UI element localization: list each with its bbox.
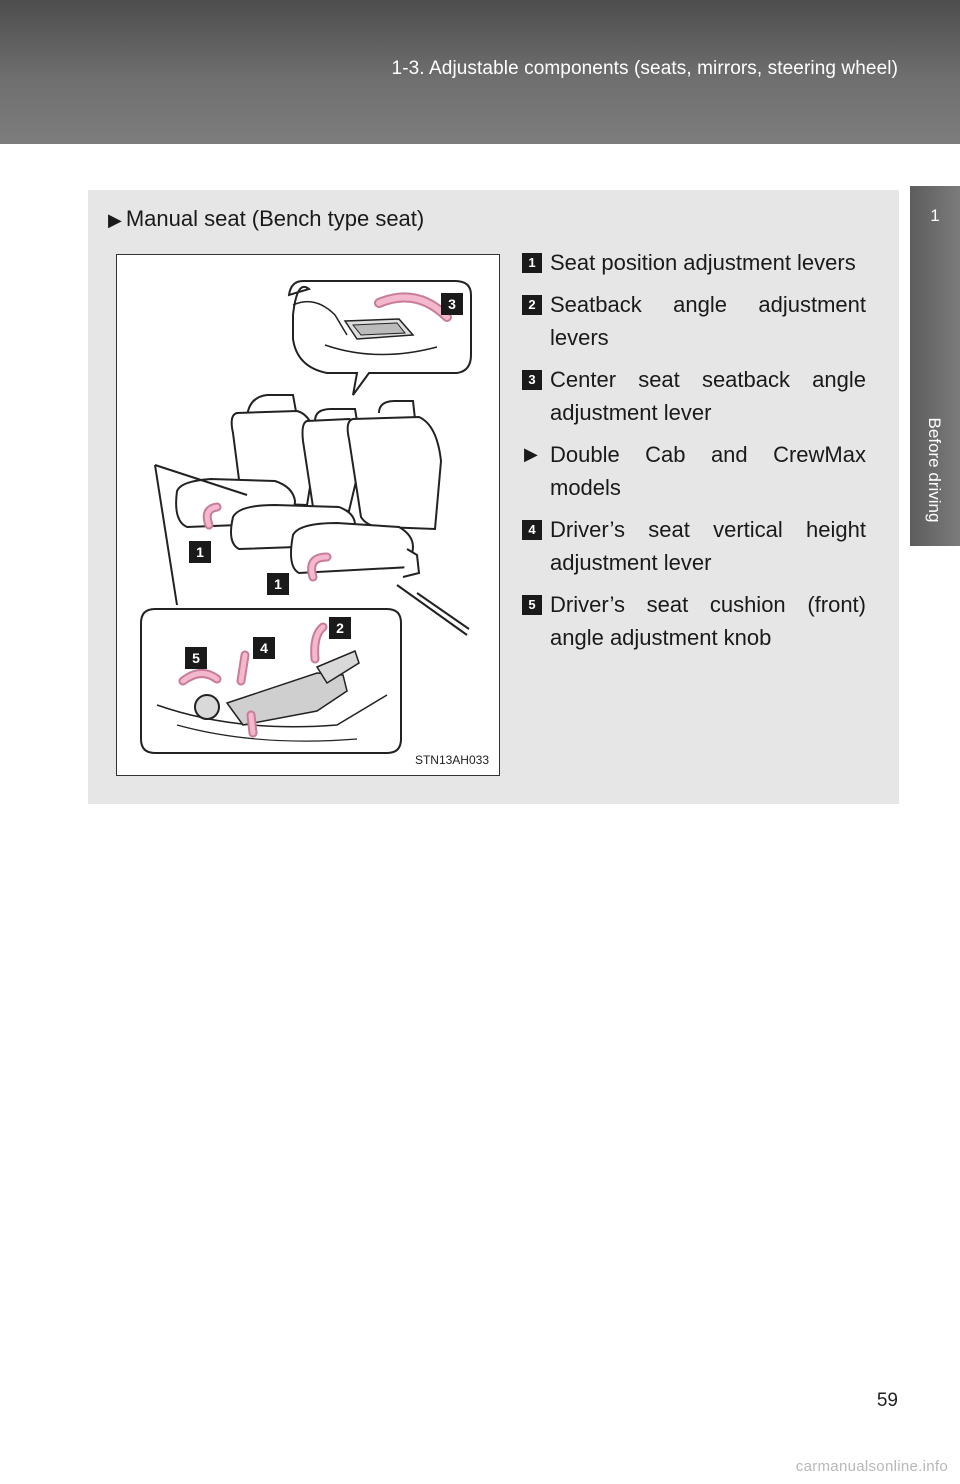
legend-list — [522, 246, 866, 663]
list-item: 4 Driver’s seat vertical height adjustment lever — [522, 513, 866, 579]
list-item: 3 Center seat seatback angle adjustment lever — [522, 363, 866, 429]
callout-badge-1b: 1 — [267, 573, 289, 595]
section-title: Manual seat (Bench type seat) — [125, 206, 425, 231]
number-badge: 3 — [522, 370, 542, 390]
list-item: 1 Seat position adjustment levers — [522, 246, 866, 279]
chapter-number: 1 — [930, 206, 940, 225]
seat-illustration — [116, 254, 500, 776]
section-heading — [108, 206, 424, 232]
header-title: 1-3. Adjustable components (seats, mirrors, steering wheel) — [391, 58, 898, 79]
number-badge: 1 — [522, 253, 542, 273]
number-badge: 2 — [522, 295, 542, 315]
callout-badge-3: 3 — [441, 293, 463, 315]
list-item: 2 Seatback angle adjustment levers — [522, 288, 866, 354]
bench-seat — [176, 395, 441, 577]
page-number: 59 — [876, 1390, 898, 1411]
number-badge: 4 — [522, 520, 542, 540]
page-header — [0, 0, 960, 144]
callout-badge-2: 2 — [329, 617, 351, 639]
triangle-marker-icon: ▶ — [108, 210, 122, 230]
callout-badge-1a: 1 — [189, 541, 211, 563]
number-badge: 5 — [522, 595, 542, 615]
list-subheading: ▶ Double Cab and CrewMax models — [522, 438, 866, 504]
chapter-label: Before driving — [925, 417, 944, 523]
seat-drawing — [117, 255, 501, 777]
callout-badge-5: 5 — [185, 647, 207, 669]
callout-badge-4: 4 — [253, 637, 275, 659]
list-item: 5 Driver’s seat cushion (front) angle adjustment knob — [522, 588, 866, 654]
watermark: carmanualsonline.info — [795, 1458, 948, 1475]
figure-code: STN13AH033 — [414, 753, 489, 767]
triangle-marker-icon: ▶ — [524, 444, 538, 464]
